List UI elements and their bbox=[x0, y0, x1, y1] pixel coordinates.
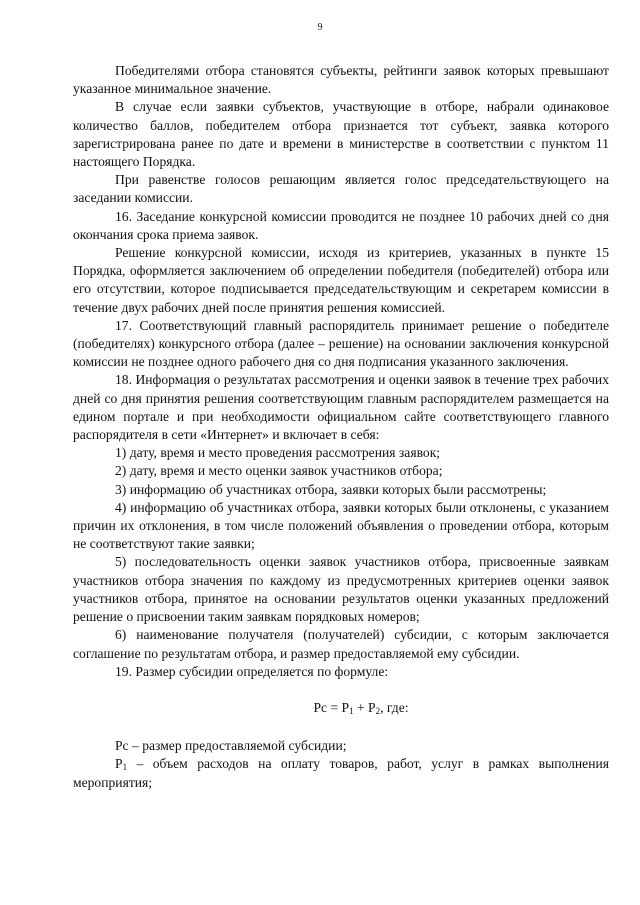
definition-rc: Рс – размер предоставляемой субсидии; bbox=[115, 738, 347, 754]
paragraph-item-17: 17. Соответствующий главный распорядитель принимает решение о победителе (победителях) конкурсного отбора (далее – решение) на основании заключения конкурсной комиссии не позднее одного рабочего дня со дня подписания указанного заключения. bbox=[73, 317, 609, 370]
paragraph-commission-decision: Решение конкурсной комиссии, исходя из критериев, указанных в пункте 15 Порядка, оформляется заключением об определении победителя (победителей) отбора или его отсутствии, которое подписывается председательствующим и секретарем комиссии в течение двух рабочих дней после принятия решения комиссией. bbox=[73, 245, 609, 315]
list-item-6: 6) наименование получателя (получателей) субсидии, с которым заключается соглашение по результатам отбора, и размер предоставляемой ему субсидии. bbox=[73, 627, 609, 661]
definition-p1 bbox=[73, 755, 609, 791]
definition-p1-symbol: Р bbox=[115, 756, 123, 772]
subsidy-formula bbox=[73, 699, 609, 717]
formula-tail: , где: bbox=[380, 699, 409, 715]
paragraph-equal-votes: При равенстве голосов решающим является голос председательствующего на заседании комиссии. bbox=[73, 172, 609, 206]
list-item-5: 5) последовательность оценки заявок участников отбора, присвоенные заявкам участников отбора значения по каждому из предусмотренных критериев оценки заявок участников отбора, принятое на основании результатов оценки указанных предложений решение о присвоении таким заявкам порядковых номеров; bbox=[73, 554, 609, 625]
list-item-1: 1) дату, время и место проведения рассмотрения заявок; bbox=[115, 445, 441, 461]
list-item-4: 4) информацию об участниках отбора, заявки которых были отклонены, с указанием причин их отклонения, в том числе положений объявления о проведении отбора, которым не соответствуют такие заявки; bbox=[73, 499, 609, 552]
paragraph-item-18: 18. Информация о результатах рассмотрения и оценки заявок в течение трех рабочих дней со дня принятия решения соответствующим главным распорядителем размещается на едином портале и при необходимости официальном сайте соответствующего главного распорядителя в сети «Интернет» и включает в себя: bbox=[73, 372, 609, 443]
paragraph-winners: Победителями отбора становятся субъекты, рейтинги заявок которых превышают указанное минимальное значение. bbox=[73, 63, 609, 97]
list-item-3: 3) информацию об участниках отбора, заявки которых были рассмотрены; bbox=[115, 481, 547, 497]
definition-p1-sub: 1 bbox=[122, 762, 128, 773]
paragraph-equal-score: В случае если заявки субъектов, участвующие в отборе, набрали одинаковое количество баллов, победителем отбора признается тот субъект, заявка которого зарегистрирована ранее по дате и времени в министерстве в соответствии с пунктом 11 настоящего Порядка. bbox=[73, 99, 609, 170]
formula-lhs: Pc = P bbox=[313, 699, 350, 715]
formula-plus: + P bbox=[353, 699, 376, 715]
paragraph-item-19: 19. Размер субсидии определяется по формуле: bbox=[115, 663, 389, 679]
paragraph-item-16: 16. Заседание конкурсной комиссии проводится не позднее 10 рабочих дней со дня окончания срока приема заявок. bbox=[73, 208, 609, 242]
page-number: 9 bbox=[317, 22, 323, 33]
list-item-2: 2) дату, время и место оценки заявок участников отбора; bbox=[115, 463, 443, 479]
definition-p1-text: – объем расходов на оплату товаров, работ, услуг в рамках выполнения мероприятия; bbox=[73, 756, 609, 790]
document-body bbox=[73, 62, 609, 792]
formula-sub1: 1 bbox=[349, 705, 354, 716]
formula-sub2: 2 bbox=[375, 705, 381, 716]
